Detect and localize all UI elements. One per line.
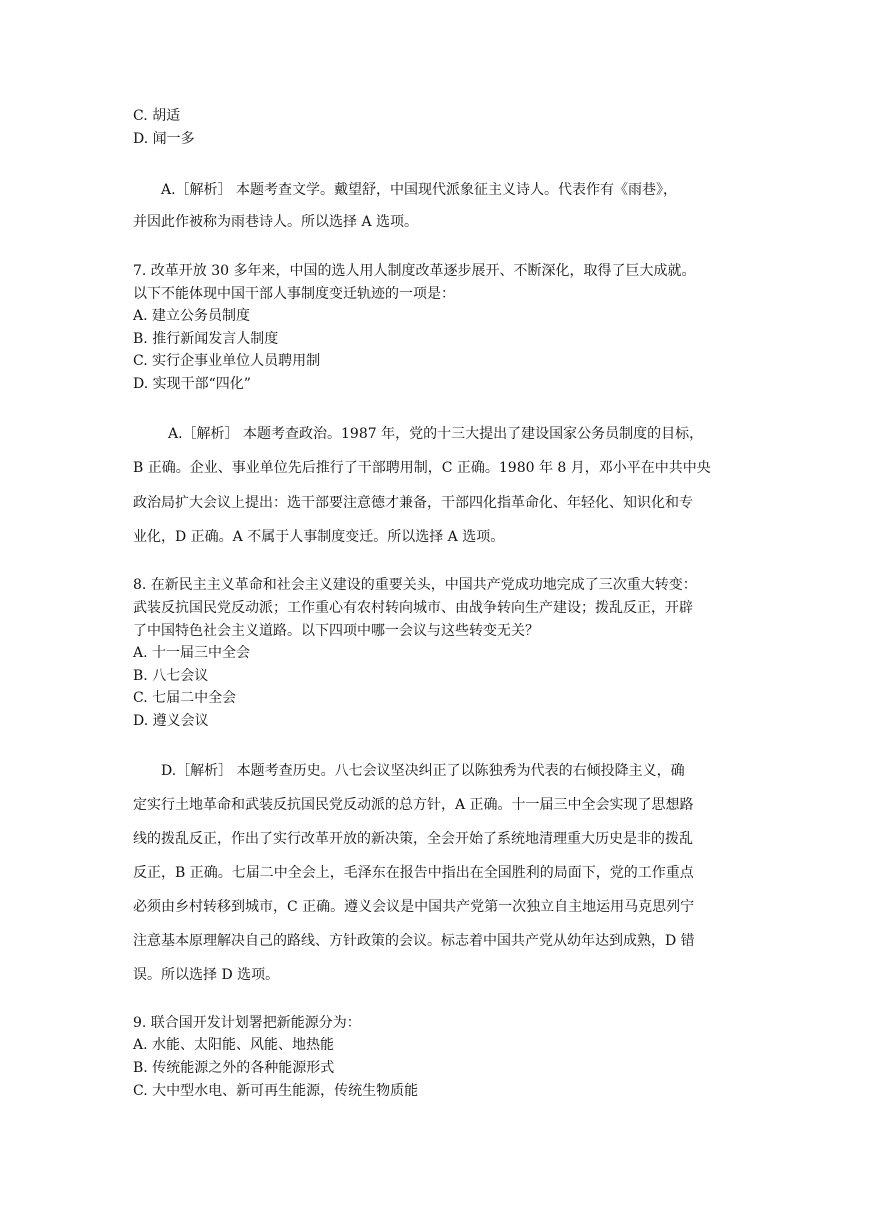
option-c: C. 胡适 (133, 108, 181, 124)
question-stem-line: 武装反抗国民党反动派；工作重心有农村转向城市、由战争转向生产建设；拨乱反正，开辟 (133, 600, 693, 616)
option-d: D. 遵义会议 (133, 713, 209, 729)
analysis-line: 并因此作被称为雨巷诗人。所以选择 A 选项。 (133, 214, 419, 230)
option-c: C. 大中型水电、新可再生能源，传统生物质能 (133, 1083, 419, 1099)
analysis-line: 必须由乡村转移到城市，C 正确。遵义会议是中国共产党第一次独立自主地运用马克思列宁 (133, 899, 695, 915)
analysis-line: A.［解析］ 本题考查文学。戴望舒，中国现代派象征主义诗人。代表作有《雨巷》， (161, 182, 678, 198)
option-c: C. 实行企事业单位人员聘用制 (133, 353, 321, 369)
analysis-line: 反正，B 正确。七届二中全会上，毛泽东在报告中指出在全国胜利的局面下，党的工作重点 (133, 865, 694, 881)
option-a: A. 水能、太阳能、风能、地热能 (133, 1037, 335, 1053)
question-stem-line: 了中国特色社会主义道路。以下四项中哪一会议与这些转变无关？ (133, 623, 539, 639)
analysis-line: 政治局扩大会议上提出：选干部要注意德才兼备，干部四化指革命化、年轻化、知识化和专 (133, 495, 693, 511)
analysis-line: 注意基本原理解决自己的路线、方针政策的会议。标志着中国共产党从幼年达到成熟，D 错 (133, 933, 695, 949)
option-b: B. 传统能源之外的各种能源形式 (133, 1060, 335, 1076)
option-c: C. 七届二中全会 (133, 690, 237, 706)
option-a: A. 十一届三中全会 (133, 645, 251, 661)
option-a: A. 建立公务员制度 (133, 308, 251, 324)
analysis-line: A.［解析］ 本题考查政治。1987 年，党的十三大提出了建设国家公务员制度的目标， (168, 426, 704, 442)
question-stem-line: 8. 在新民主主义革命和社会主义建设的重要关头，中国共产党成功地完成了三次重大转变： (133, 577, 697, 593)
analysis-line: 线的拨乱反正，作出了实行改革开放的新决策，全会开始了系统地清理重大历史是非的拨乱 (133, 831, 693, 847)
analysis-line: D.［解析］ 本题考查历史。八七会议坚决纠正了以陈独秀为代表的右倾投降主义，确 (161, 763, 685, 779)
question-stem-line: 9. 联合国开发计划署把新能源分为： (133, 1015, 361, 1031)
analysis-line: 业化，D 正确。A 不属于人事制度变迁。所以选择 A 选项。 (133, 529, 505, 545)
question-stem-line: 以下不能体现中国干部人事制度变迁轨迹的一项是： (133, 286, 455, 302)
analysis-line: 误。所以选择 D 选项。 (133, 967, 280, 983)
option-d: D. 闻一多 (133, 131, 195, 147)
analysis-line: 定实行土地革命和武装反抗国民党反动派的总方针，A 正确。十一届三中全会实现了思想路 (133, 797, 694, 813)
option-b: B. 推行新闻发言人制度 (133, 331, 279, 347)
option-d: D. 实现干部“四化” (133, 376, 251, 392)
option-b: B. 八七会议 (133, 668, 209, 684)
analysis-line: B 正确。企业、事业单位先后推行了干部聘用制，C 正确。1980 年 8 月，邓小平在中共中央 (133, 460, 711, 476)
question-stem-line: 7. 改革开放 30 多年来，中国的选人用人制度改革逐步展开、不断深化，取得了巨大成就。 (133, 263, 696, 279)
